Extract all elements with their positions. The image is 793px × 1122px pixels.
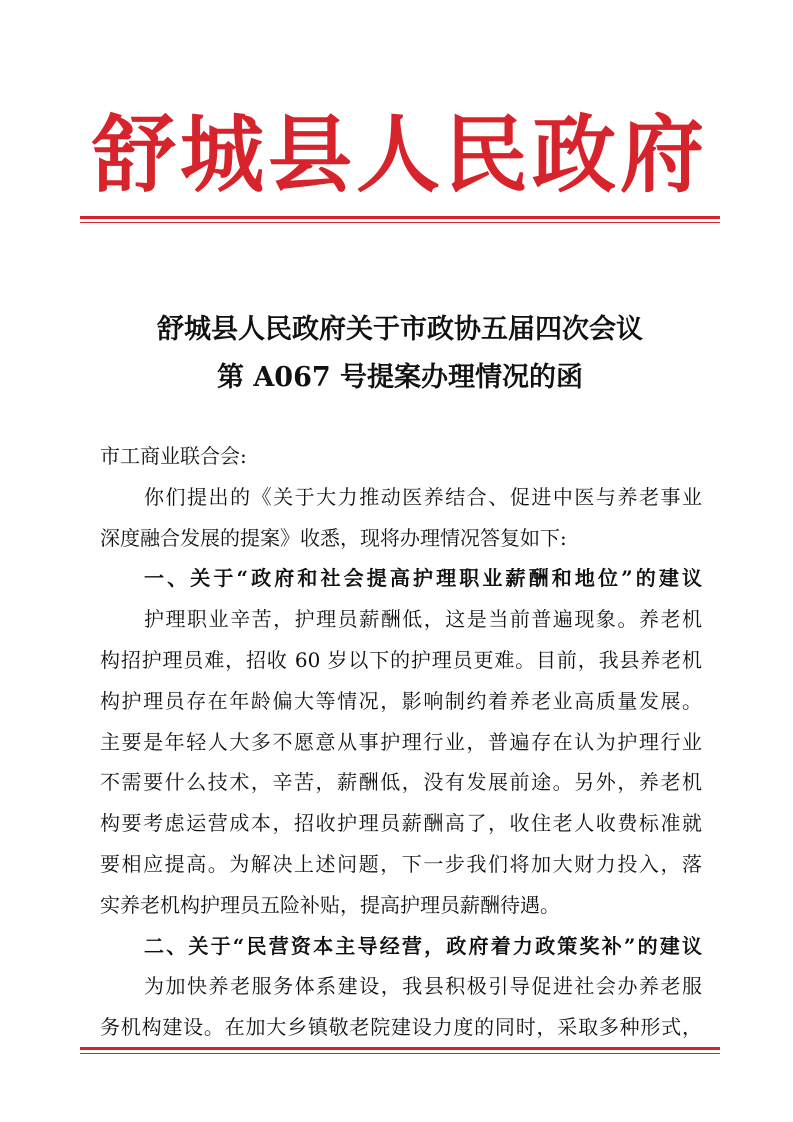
issuer-masthead: 舒城县人民政府 [91,105,708,204]
top-red-rule-thin [80,222,720,223]
body-line: 实养老机构护理员五险补贴，提高护理员薪酬待遇。 [100,892,560,917]
section-heading-1: 一、关于“政府和社会提高护理职业薪酬和地位”的建议 [144,566,702,591]
body-line: 你们提出的《关于大力推动医养结合、促进中医与养老事业 [144,484,702,509]
body-line: 主要是年轻人大多不愿意从事护理行业，普遍存在认为护理行业 [100,729,702,754]
top-red-rule-thick [80,216,720,219]
document-title-line2: 第 A067 号提案办理情况的函 [216,362,584,393]
body-line: 深度融合发展的提案》收悉，现将办理情况答复如下: [100,525,567,550]
body-line: 要相应提高。为解决上述问题，下一步我们将加大财力投入，落 [100,851,702,876]
body-line: 为加快养老服务体系建设，我县积极引导促进社会办养老服 [144,974,702,999]
body-line: 务机构建设。在加大乡镇敬老院建设力度的同时，采取多种形式， [100,1015,702,1040]
body-line: 构要考虑运营成本，招收护理员薪酬高了，收住老人收费标准就 [100,811,702,836]
section-heading-2: 二、关于“民营资本主导经营，政府着力政策奖补”的建议 [144,933,702,958]
body-line: 构招护理员难，招收 60 岁以下的护理员更难。目前，我县养老机 [100,647,702,672]
body-line: 护理职业辛苦，护理员薪酬低，这是当前普遍现象。养老机 [144,607,702,632]
recipient: 市工商业联合会: [100,444,247,468]
bottom-red-rule-thin [80,1053,720,1054]
body-line: 不需要什么技术，辛苦，薪酬低，没有发展前途。另外，养老机 [100,770,702,795]
document-body [100,436,702,1048]
body-line: 构护理员存在年龄偏大等情况，影响制约着养老业高质量发展。 [100,688,702,713]
document-title-line1: 舒城县人民政府关于市政协五届四次会议 [157,314,643,345]
bottom-red-rule-thick [80,1047,720,1050]
